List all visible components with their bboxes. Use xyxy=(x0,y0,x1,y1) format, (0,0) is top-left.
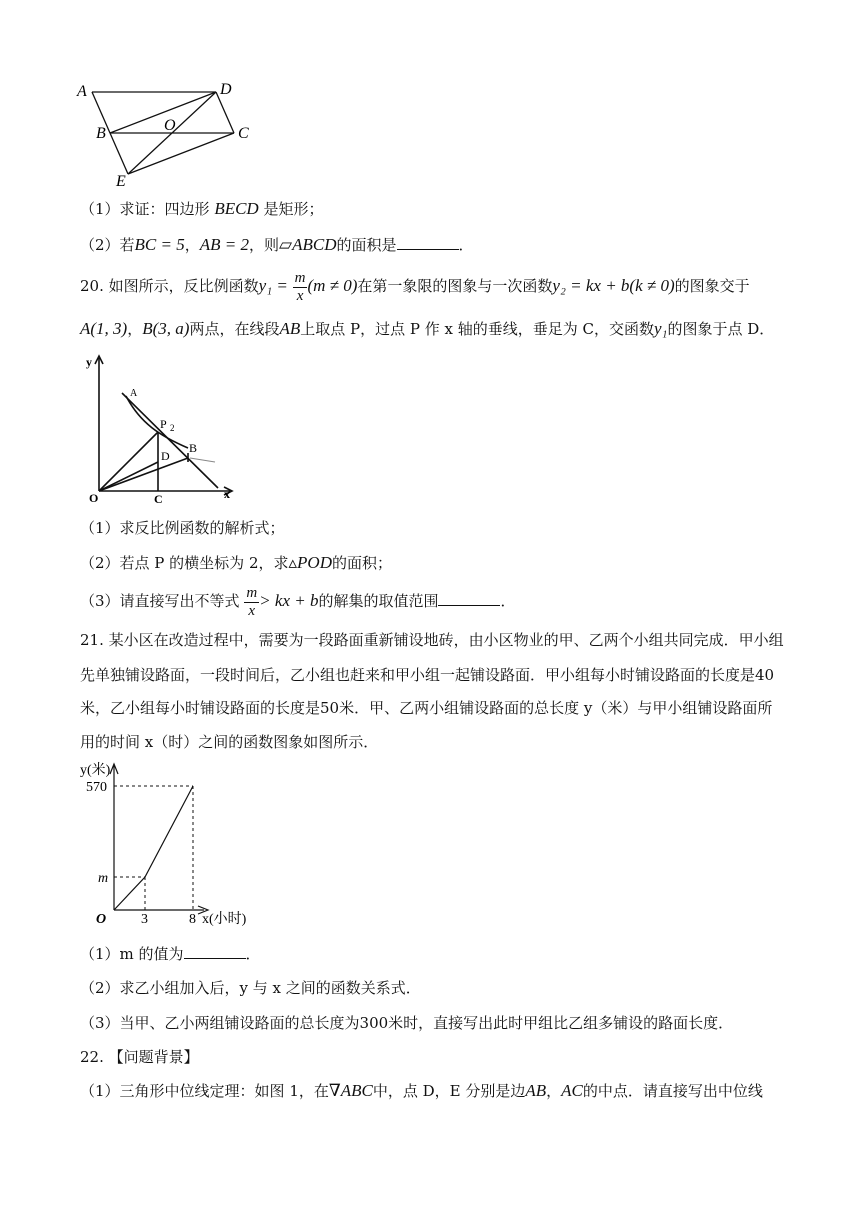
q20-part3: （3）请直接写出不等式 $\frac{m}{x}$ > kx + b的解集的取值范围 ． xyxy=(80,585,516,619)
fig-label-D: D xyxy=(161,449,170,463)
fraction-m-over-x-2: $\frac{m}{x}$ xyxy=(246,585,258,619)
label-C: C xyxy=(238,125,249,142)
chart-x-tick-8: 8 xyxy=(189,912,196,927)
q21-stem-line1: 21. 某小区在改造过程中，需要为一段路面重新铺设地砖，由小区物业的甲、乙两个小组共同完成．甲小组 xyxy=(80,631,784,649)
q22-part1: （1）三角形中位线定理：如图 1，在∇ABC中，点 D，E 分别是边AB，AC的中点．请直接写出中位线 xyxy=(80,1081,763,1100)
q21-graph-line xyxy=(114,786,193,910)
q21-stem-line2: 先单独铺设路面，一段时间后，乙小组也赶来和甲小组一起铺设路面．甲小组每小时铺设路面的长度是40 xyxy=(80,666,775,684)
fig-label-C: C xyxy=(154,492,163,506)
label-B: B xyxy=(96,125,106,142)
q21-stem-line4: 用的时间 x（时）之间的函数图象如图所示． xyxy=(80,733,379,751)
chart-xlabel: x(小时) xyxy=(202,912,247,927)
fig-label-y: y xyxy=(86,355,92,369)
label-A: A xyxy=(77,83,87,100)
parallelogram-figure xyxy=(70,78,270,190)
label-O: O xyxy=(164,117,176,134)
fig-label-B: B xyxy=(189,441,198,455)
q22-heading: 22. 【问题背景】 xyxy=(80,1048,199,1066)
q21-part2: （2）求乙小组加入后，y 与 x 之间的函数关系式． xyxy=(80,979,421,997)
fig-label-O: O xyxy=(89,491,99,505)
q21-chart xyxy=(80,756,290,928)
fig-label-A: A xyxy=(130,388,138,399)
chart-origin: O xyxy=(96,912,107,927)
chart-x-tick-3: 3 xyxy=(141,912,148,927)
chart-ylabel: y(米) xyxy=(80,763,111,778)
q19-part1: （1）求证：四边形 BECD 是矩形； xyxy=(80,199,324,218)
fig-label-x: x xyxy=(224,487,230,501)
function-graph-figure xyxy=(80,348,250,508)
label-D: D xyxy=(220,81,232,98)
fig-label-P: P xyxy=(160,417,167,431)
q21-part3: （3）当甲、乙小两组铺设路面的总长度为300米时，直接写出此时甲组比乙组多铺设的路面长度． xyxy=(80,1014,734,1032)
q21-stem-line3: 米，乙小组每小时铺设路面的长度是50米．甲、乙两小组铺设路面的总长度 y（米）与甲小组铺设路面所 xyxy=(80,699,773,717)
q19-part2: （2）若BC = 5，AB = 2，则▱ABCD的面积是 ． xyxy=(80,235,474,254)
q20-stem-line2: A(1, 3)，B(3, a)两点，在线段AB上取点 P，过点 P 作 x 轴的垂线，垂足为 C，交函数y₁的图象于点 D． xyxy=(80,319,775,338)
q20-part2: （2）若点 P 的横坐标为 2，求▵POD的面积； xyxy=(80,553,392,572)
label-E: E xyxy=(116,173,126,190)
q20-part1: （1）求反比例函数的解析式； xyxy=(80,519,285,537)
q20-stem-line1: 20. 如图所示，反比例函数y₁ = $\frac{m}{x}$ (m ≠ 0)在第一象限的图象与一次函数y₂ = kx + b(k ≠ 0)的图象交于 xyxy=(80,270,750,304)
q21-part1: （1）m 的值为 ． xyxy=(80,945,261,963)
fraction-m-over-x: $\frac{m}{x}$ xyxy=(294,270,306,304)
chart-y-tick-m: m xyxy=(98,871,109,886)
fig-label-P-subscript: 2 xyxy=(170,423,175,433)
chart-y-tick-570: 570 xyxy=(86,780,107,795)
